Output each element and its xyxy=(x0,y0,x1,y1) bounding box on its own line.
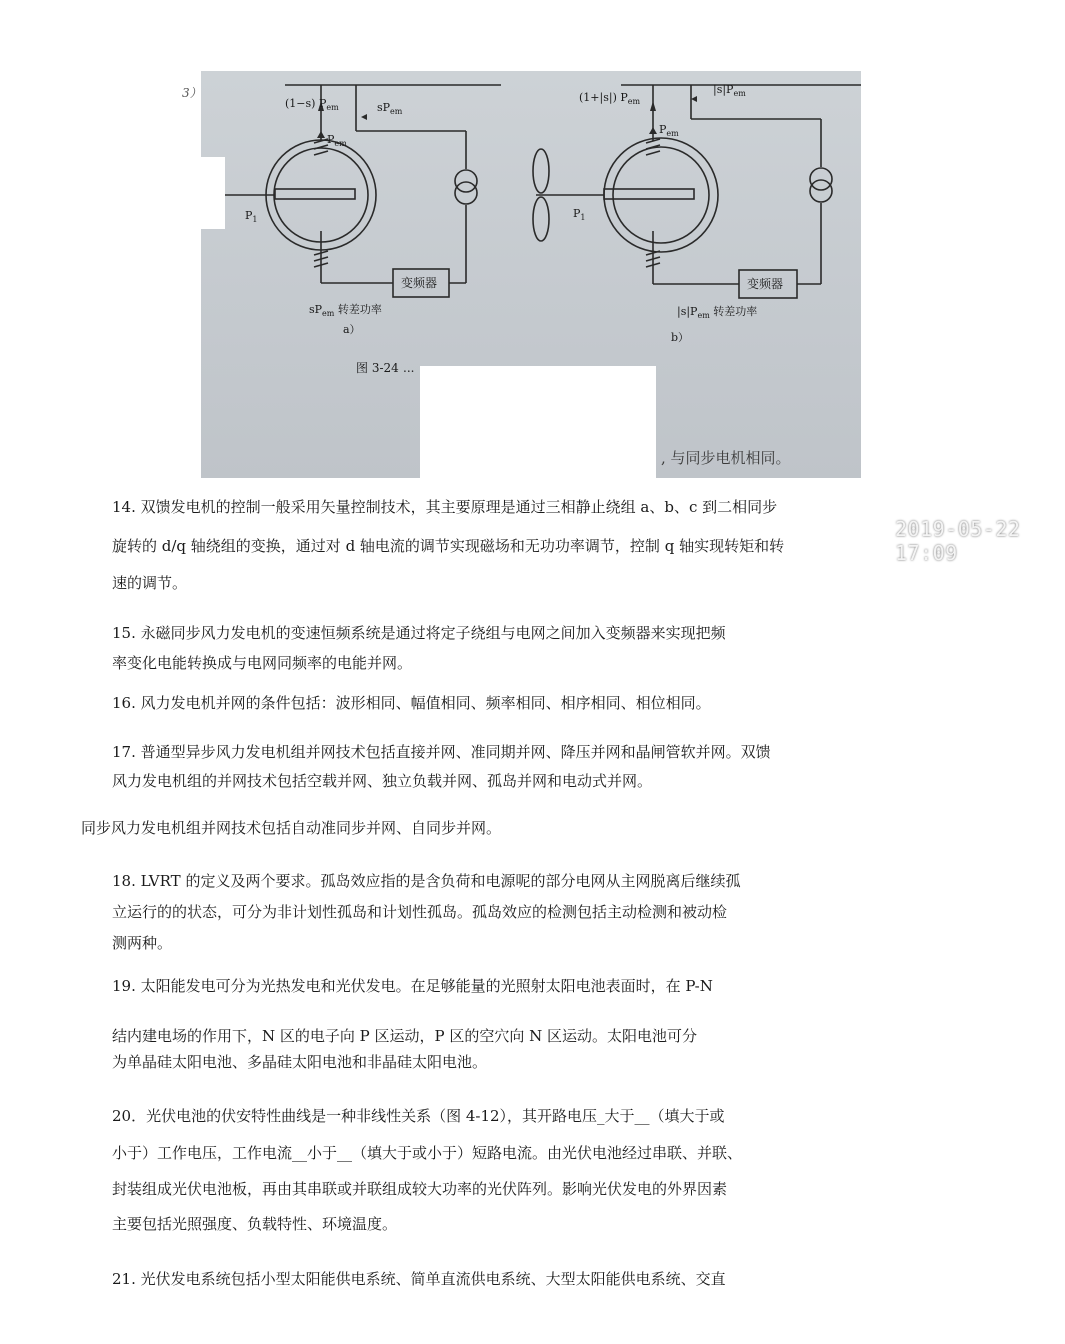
svg-text:P1: $P_1$ xyxy=(573,207,586,222)
figure-prefix: 3） xyxy=(182,86,202,100)
paragraph-17-line-2: 风力发电机组的并网技术包括空载并网、独立负载并网、孤岛并网和电动式并网。 xyxy=(112,772,653,790)
svg-text:图 3-24: 图 3-24 xyxy=(356,361,399,375)
paragraph-16: 16. 风力发电机并网的条件包括：波形相同、幅值相同、频率相同、相序相同、相位相同。 xyxy=(112,694,711,712)
paragraph-15-line-2: 率变化电能转换成与电网同频率的电能并网。 xyxy=(112,654,413,672)
paragraph-20-line-1: 20．光伏电池的伏安特性曲线是一种非线性关系（图 4-12），其开路电压_大于__（填大于或 xyxy=(112,1107,725,1125)
svg-text:(1−s) Pem: (1−s) $P_{em}$ xyxy=(285,97,339,112)
svg-text:sPem: $sP_{em}$ xyxy=(377,101,403,116)
paragraph-20-line-2: 小于）工作电压，工作电流__小于__（填大于或小于）短路电流。由光伏电池经过串联、并联、 xyxy=(112,1144,743,1162)
svg-text:Pem: $P_{em}$ xyxy=(659,123,679,138)
paragraph-20-line-3: 封装组成光伏电池板，再由其串联或并联组成较大功率的光伏阵列。影响光伏发电的外界因素 xyxy=(112,1180,728,1198)
paragraph-14-line-2: 旋转的 d/q 轴绕组的变换，通过对 d 轴电流的调节实现磁场和无功功率调节，控制 q 轴实现转矩和转 xyxy=(112,537,785,555)
paragraph-18-line-3: 测两种。 xyxy=(112,934,173,952)
svg-text:变频器: 变频器 xyxy=(401,276,438,290)
svg-text:变频器: 变频器 xyxy=(747,277,784,291)
svg-text:Pem: $P_{em}$ xyxy=(327,133,347,148)
svg-text:b）: b） xyxy=(671,331,690,344)
svg-text:, 与同步电机相同。: , 与同步电机相同。 xyxy=(661,449,791,467)
paragraph-17-line-3: 同步风力发电机组并网技术包括自动准同步并网、自同步并网。 xyxy=(81,819,502,837)
paragraph-15-line-1: 15. 永磁同步风力发电机的变速恒频系统是通过将定子绕组与电网之间加入变频器来实现把频 xyxy=(112,624,726,642)
white-mask-left xyxy=(201,157,225,229)
paragraph-19-line-3: 为单晶硅太阳电池、多晶硅太阳电池和非晶硅太阳电池。 xyxy=(112,1053,488,1071)
svg-text:sPem 转差功率: $sP_{em}$ 转差功率 xyxy=(309,303,382,318)
white-mask-bottom xyxy=(420,366,656,478)
svg-text:P1: $P_1$ xyxy=(245,209,258,224)
svg-text:(1+|s|) Pem: (1+|s|) $P_{em}$ xyxy=(579,91,641,106)
svg-text:|s|Pem: $|s|P_{em}$ xyxy=(713,83,746,98)
svg-text:|s|Pem 转差功率: $|s|P_{em}$ 转差功率 xyxy=(677,305,758,320)
paragraph-14-line-3: 速的调节。 xyxy=(112,574,188,592)
paragraph-20-line-4: 主要包括光照强度、负载特性、环境温度。 xyxy=(112,1215,398,1233)
svg-text:...: ... xyxy=(403,361,415,375)
paragraph-17-line-1: 17. 普通型异步风力发电机组并网技术包括直接并网、准同期并网、降压并网和晶闸管软并网。双馈 xyxy=(112,743,771,761)
svg-text:a）: a） xyxy=(343,323,361,336)
paragraph-18-line-1: 18. LVRT 的定义及两个要求。孤岛效应指的是含负荷和电源呢的部分电网从主网脱离后继续孤 xyxy=(112,872,741,890)
paragraph-19-line-2: 结内建电场的作用下，N 区的电子向 P 区运动，P 区的空穴向 N 区运动。太阳电池可分 xyxy=(112,1027,698,1045)
paragraph-19-line-1: 19. 太阳能发电可分为光热发电和光伏发电。在足够能量的光照射太阳电池表面时，在 P-N xyxy=(112,977,713,995)
photo-timestamp: 2019-05-22 17:09 xyxy=(895,517,1021,565)
paragraph-21-line-1: 21. 光伏发电系统包括小型太阳能供电系统、简单直流供电系统、大型太阳能供电系统、交直 xyxy=(112,1270,726,1288)
paragraph-18-line-2: 立运行的的状态，可分为非计划性孤岛和计划性孤岛。孤岛效应的检测包括主动检测和被动检 xyxy=(112,903,728,921)
paragraph-14-line-1: 14. 双馈发电机的控制一般采用矢量控制技术，其主要原理是通过三相静止绕组 a、b、c 到二相同步 xyxy=(112,498,778,516)
